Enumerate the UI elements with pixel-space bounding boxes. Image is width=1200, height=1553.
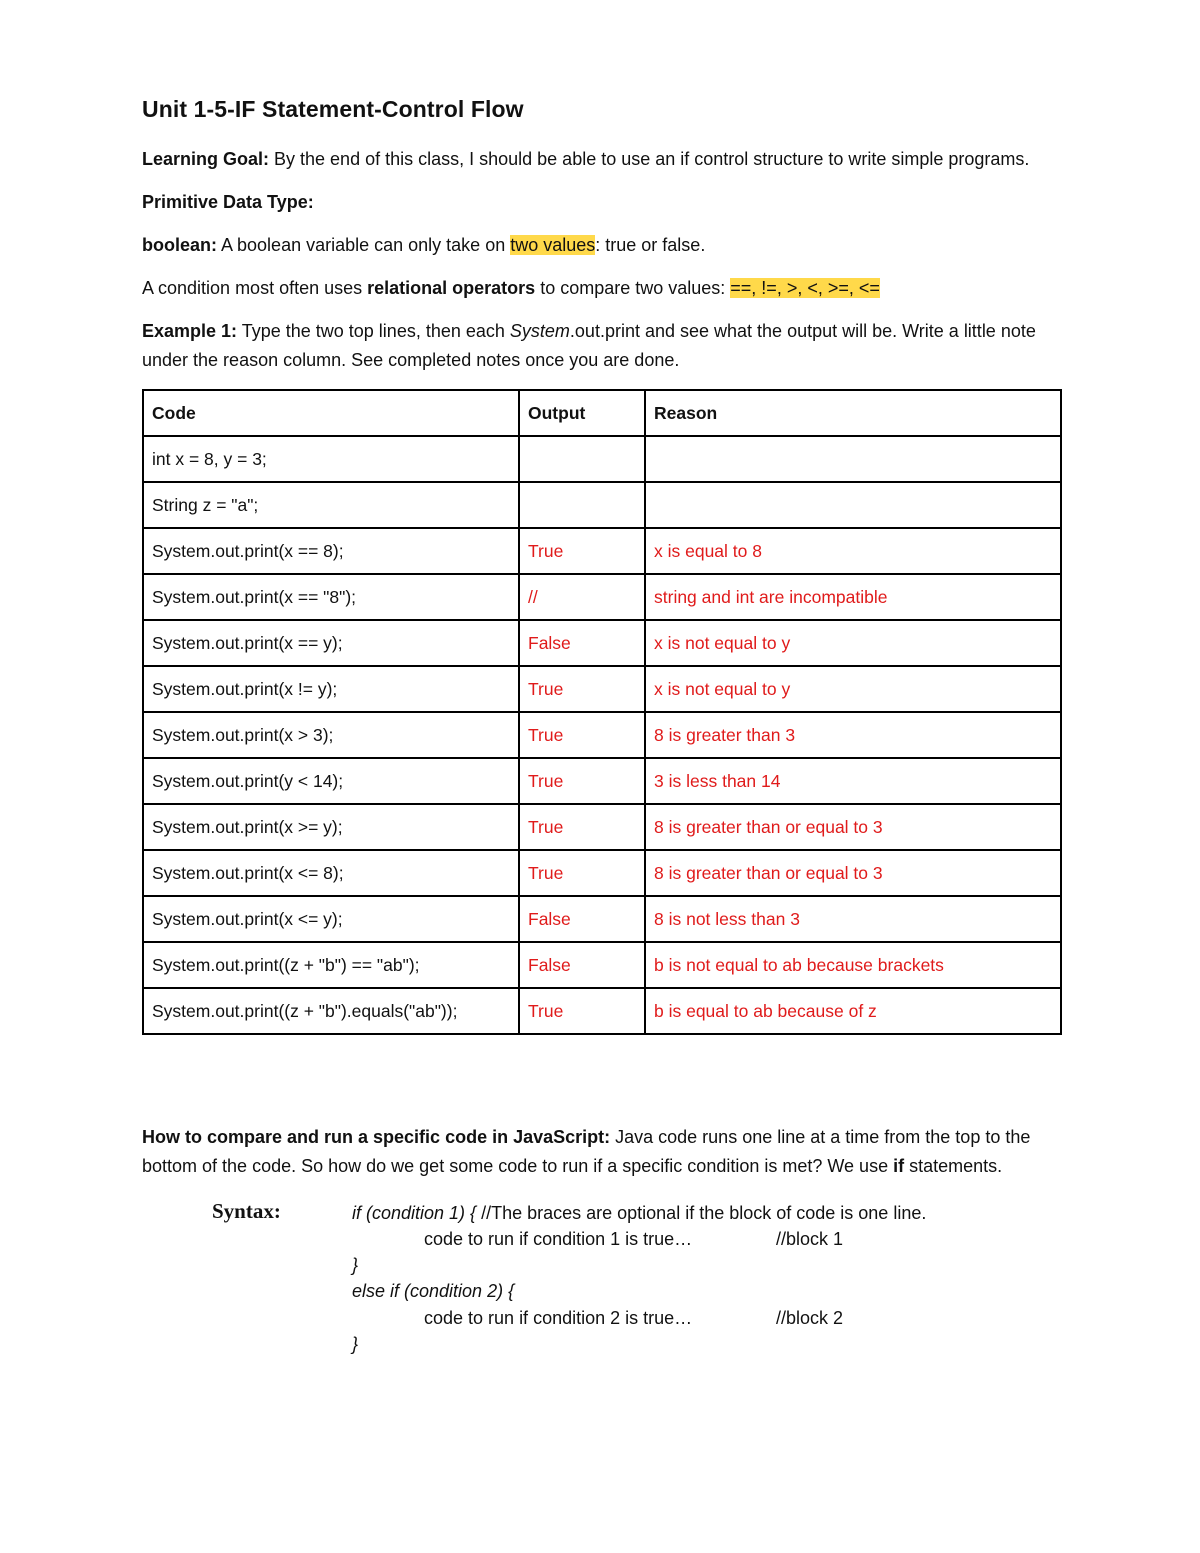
boolean-text-end: : true or false. <box>595 235 706 255</box>
page-title: Unit 1-5-IF Statement-Control Flow <box>142 96 524 122</box>
cell-code: System.out.print(x == y); <box>143 620 519 666</box>
boolean-text: A boolean variable can only take on <box>217 235 511 255</box>
table-row <box>143 988 1061 1034</box>
compare-label: How to compare and run a specific code in JavaScript: <box>142 1127 611 1147</box>
cell-code: System.out.print(x > 3); <box>143 712 519 758</box>
cell-code: System.out.print(x <= 8); <box>143 850 519 896</box>
cell-output: // <box>519 574 645 620</box>
cell-output: True <box>519 712 645 758</box>
cell-output: True <box>519 804 645 850</box>
cell-output: True <box>519 666 645 712</box>
cell-reason: x is equal to 8 <box>645 528 1061 574</box>
table-row <box>143 758 1061 804</box>
header-output: Output <box>519 390 645 436</box>
comparison-table <box>142 389 1062 1035</box>
cell-reason: x is not equal to y <box>645 620 1061 666</box>
cell-reason: string and int are incompatible <box>645 574 1061 620</box>
header-code: Code <box>143 390 519 436</box>
cell-code: System.out.print((z + "b") == "ab"); <box>143 942 519 988</box>
cell-reason: 8 is not less than 3 <box>645 896 1061 942</box>
compare-paragraph <box>142 1123 1062 1181</box>
syntax-if-comment: //The braces are optional if the block of code is one line. <box>476 1203 927 1223</box>
table-row <box>143 712 1061 758</box>
learning-goal <box>142 145 1062 174</box>
boolean-definition <box>142 231 1062 260</box>
cell-reason: 8 is greater than or equal to 3 <box>645 850 1061 896</box>
cell-code: int x = 8, y = 3; <box>143 436 519 482</box>
cell-reason <box>645 482 1061 528</box>
table-row <box>143 666 1061 712</box>
condition-text: A condition most often uses <box>142 278 368 298</box>
table-row <box>143 942 1061 988</box>
boolean-label: boolean: <box>142 235 217 255</box>
table-row <box>143 850 1061 896</box>
relational-operators-bold: relational operators <box>367 278 536 298</box>
operators-highlight: ==, !=, >, <, >=, <= <box>730 278 880 298</box>
syntax-line-1 <box>352 1203 926 1224</box>
syntax-line-2: code to run if condition 1 is true… <box>424 1229 693 1249</box>
syntax-label: Syntax: <box>212 1199 281 1223</box>
cell-code: System.out.print(y < 14); <box>143 758 519 804</box>
cell-code: System.out.print(x == "8"); <box>143 574 519 620</box>
cell-output: True <box>519 528 645 574</box>
syntax-line-6: } <box>352 1334 359 1354</box>
syntax-block <box>142 1199 1062 1359</box>
cell-output: False <box>519 942 645 988</box>
syntax-block1-comment: //block 1 <box>776 1229 844 1249</box>
table-row <box>143 896 1061 942</box>
learning-goal-label: Learning Goal: <box>142 149 270 169</box>
table-row <box>143 620 1061 666</box>
cell-code: String z = "a"; <box>143 482 519 528</box>
syntax-line-3: } <box>352 1255 359 1275</box>
cell-output: False <box>519 620 645 666</box>
primitive-heading: Primitive Data Type: <box>142 192 314 212</box>
cell-output: True <box>519 850 645 896</box>
syntax-line-4: else if (condition 2) { <box>352 1281 515 1301</box>
cell-code: System.out.print(x == 8); <box>143 528 519 574</box>
cell-output <box>519 482 645 528</box>
document-page <box>142 96 1062 1359</box>
syntax-if-code: if (condition 1) { <box>352 1203 477 1223</box>
table-header-row <box>143 390 1061 436</box>
syntax-line-5: code to run if condition 2 is true… <box>424 1308 693 1328</box>
two-values-highlight: two values <box>510 235 596 255</box>
cell-reason: b is not equal to ab because brackets <box>645 942 1061 988</box>
cell-reason: 3 is less than 14 <box>645 758 1061 804</box>
cell-code: System.out.print(x >= y); <box>143 804 519 850</box>
table-row <box>143 482 1061 528</box>
condition-text-middle: to compare two values: <box>535 278 731 298</box>
example-code-italic: System <box>509 321 570 341</box>
cell-reason: 8 is greater than or equal to 3 <box>645 804 1061 850</box>
cell-reason <box>645 436 1061 482</box>
cell-code: System.out.print(x != y); <box>143 666 519 712</box>
example-text-end: .out.print and see what the output will be. Write a little note under the reason column. See completed notes once you are done. <box>142 321 1036 370</box>
cell-code: System.out.print((z + "b").equals("ab")); <box>143 988 519 1034</box>
compare-text: Java code runs one line at a time from the top to the bottom of the code. So how do we get some code to run if a specific condition is met? We use <box>142 1127 1031 1176</box>
example-text: Type the two top lines, then each <box>237 321 510 341</box>
cell-output: True <box>519 988 645 1034</box>
example-label: Example 1: <box>142 321 238 341</box>
table-row <box>143 804 1061 850</box>
syntax-block2-comment: //block 2 <box>776 1308 844 1328</box>
cell-output: False <box>519 896 645 942</box>
cell-output <box>519 436 645 482</box>
cell-reason: b is equal to ab because of z <box>645 988 1061 1034</box>
compare-text-end: statements. <box>904 1156 1003 1176</box>
cell-code: System.out.print(x <= y); <box>143 896 519 942</box>
table-row <box>143 528 1061 574</box>
table-row <box>143 436 1061 482</box>
compare-if-bold: if <box>893 1156 905 1176</box>
learning-goal-text: By the end of this class, I should be able to use an if control structure to write simple programs. <box>269 149 1030 169</box>
cell-output: True <box>519 758 645 804</box>
header-reason: Reason <box>645 390 1061 436</box>
cell-reason: x is not equal to y <box>645 666 1061 712</box>
condition-definition <box>142 274 1062 303</box>
table-row <box>143 574 1061 620</box>
example-instructions <box>142 317 1062 375</box>
cell-reason: 8 is greater than 3 <box>645 712 1061 758</box>
